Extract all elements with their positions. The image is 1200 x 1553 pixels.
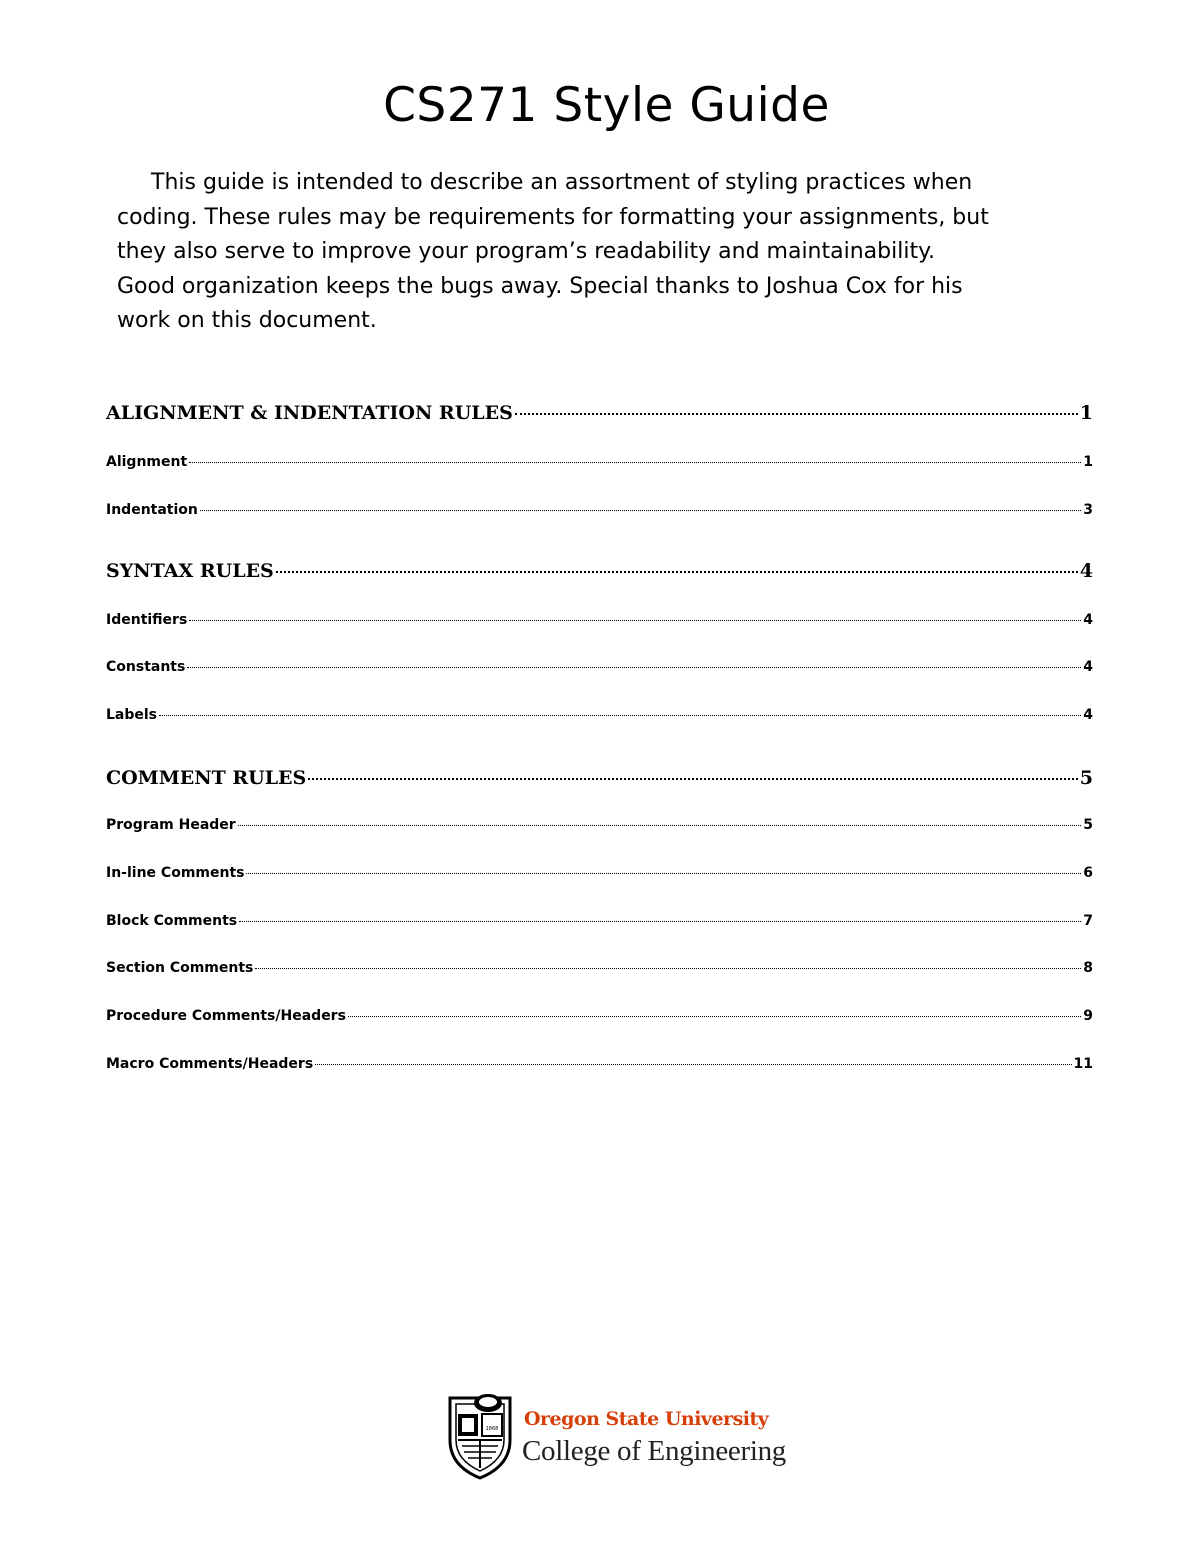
- intro-paragraph: [117, 166, 1077, 339]
- toc-entry-constants[interactable]: [106, 659, 1093, 675]
- toc-leader-dots: [238, 825, 1082, 826]
- toc-entry-procedure-comments-headers[interactable]: [106, 1008, 1093, 1024]
- toc-entry-label: Labels: [106, 707, 158, 723]
- toc-entry-block-comments[interactable]: [106, 913, 1093, 929]
- toc-page-number: 4: [1083, 612, 1093, 628]
- toc-leader-dots: [159, 715, 1081, 716]
- toc-page-number: 4: [1083, 707, 1093, 723]
- toc-leader-dots: [308, 778, 1078, 780]
- toc-entry-program-header[interactable]: [106, 817, 1093, 833]
- toc-entry-macro-comments-headers[interactable]: [106, 1056, 1093, 1072]
- toc-leader-dots: [187, 667, 1081, 668]
- toc-page-number: 5: [1079, 767, 1093, 789]
- toc-page-number: 8: [1083, 960, 1093, 976]
- document-title: CS271 Style Guide: [383, 78, 830, 133]
- toc-entry-label: Macro Comments/Headers: [106, 1056, 314, 1072]
- intro-line: work on this document.: [117, 308, 377, 333]
- toc-leader-dots: [246, 873, 1081, 874]
- toc-page-number: 6: [1083, 865, 1093, 881]
- toc-entry-labels[interactable]: [106, 707, 1093, 723]
- intro-line: This guide is intended to describe an assortment of styling practices when: [151, 170, 973, 195]
- intro-line: coding. These rules may be requirements for formatting your assignments, but: [117, 204, 989, 230]
- toc-entry-label: Constants: [106, 659, 186, 675]
- toc-entry-alignment[interactable]: [106, 454, 1093, 470]
- intro-line: they also serve to improve your program’s readability and maintainability.: [117, 239, 935, 264]
- toc-entry-in-line-comments[interactable]: [106, 865, 1093, 881]
- toc-entry-alignment-indentation-rules[interactable]: [106, 402, 1093, 424]
- toc-leader-dots: [276, 571, 1078, 573]
- toc-page-number: 3: [1083, 502, 1093, 518]
- toc-leader-dots: [239, 921, 1081, 922]
- university-name: Oregon State University: [524, 1408, 769, 1430]
- toc-leader-dots: [515, 413, 1078, 415]
- toc-entry-label: Program Header: [106, 817, 236, 833]
- toc-entry-label: Identifiers: [106, 612, 188, 628]
- toc-entry-label: Alignment: [106, 454, 188, 470]
- toc-entry-identifiers[interactable]: [106, 612, 1093, 628]
- osu-seal-icon: [444, 1390, 516, 1480]
- toc-page-number: 9: [1083, 1008, 1093, 1024]
- toc-entry-label: Indentation: [106, 502, 198, 518]
- toc-entry-label: In-line Comments: [106, 865, 245, 881]
- toc-page-number: 5: [1083, 817, 1093, 833]
- toc-entry-label: Procedure Comments/Headers: [106, 1008, 346, 1024]
- toc-entry-section-comments[interactable]: [106, 960, 1093, 976]
- toc-leader-dots: [348, 1016, 1081, 1017]
- toc-page-number: 4: [1079, 560, 1093, 582]
- toc-page-number: 4: [1083, 659, 1093, 675]
- toc-leader-dots: [189, 620, 1081, 621]
- toc-entry-label: Section Comments: [106, 960, 254, 976]
- toc-leader-dots: [255, 968, 1081, 969]
- toc-entry-syntax-rules[interactable]: [106, 560, 1093, 582]
- osu-engineering-logo: [444, 1390, 786, 1485]
- toc-leader-dots: [189, 462, 1081, 463]
- toc-entry-label: ALIGNMENT & INDENTATION RULES: [106, 402, 513, 424]
- toc-page-number: 11: [1073, 1056, 1093, 1072]
- toc-entry-label: SYNTAX RULES: [106, 560, 274, 582]
- toc-page-number: 1: [1083, 454, 1093, 470]
- toc-page-number: 1: [1079, 402, 1093, 424]
- toc-leader-dots: [315, 1064, 1071, 1065]
- intro-line: Good organization keeps the bugs away. Special thanks to Joshua Cox for his: [117, 273, 963, 299]
- toc-leader-dots: [200, 510, 1081, 511]
- toc-page-number: 7: [1083, 913, 1093, 929]
- toc-entry-label: COMMENT RULES: [106, 767, 307, 789]
- toc-entry-comment-rules[interactable]: [106, 767, 1093, 789]
- svg-text:1868: 1868: [485, 1426, 499, 1432]
- toc-entry-indentation[interactable]: [106, 502, 1093, 518]
- toc-entry-label: Block Comments: [106, 913, 238, 929]
- college-name: College of Engineering: [522, 1435, 786, 1467]
